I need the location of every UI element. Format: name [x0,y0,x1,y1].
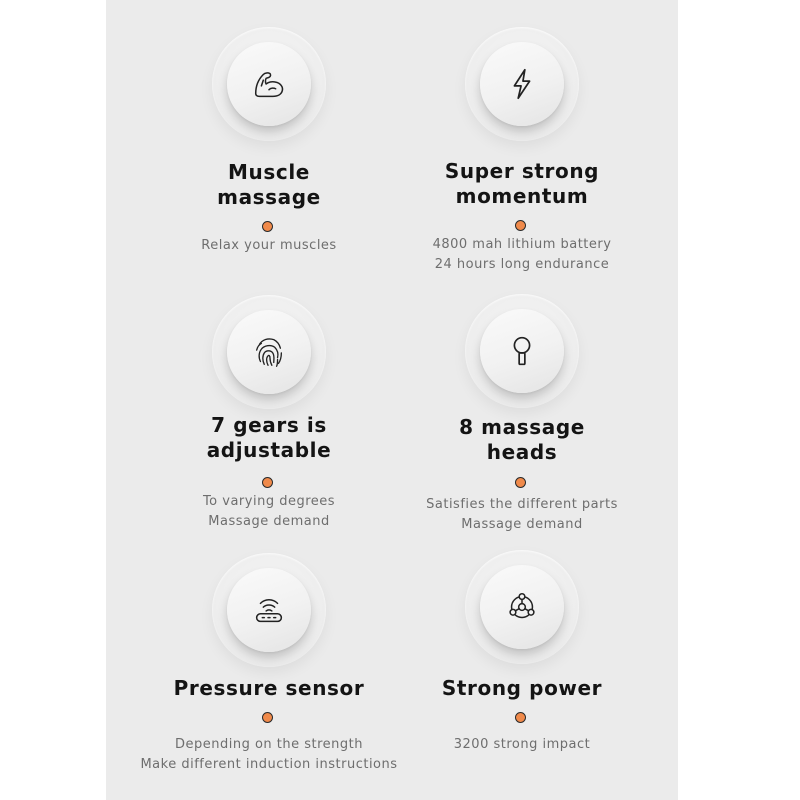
massage-head-icon [480,309,564,393]
muscle-icon [227,42,311,126]
accent-dot [262,712,273,723]
title-line: Super strong [444,159,600,183]
feature-description [372,735,672,755]
feature-title [392,159,652,209]
description-line: Depending on the strength [174,737,364,752]
title-line: 7 gears is [211,413,327,437]
description-line: Satisfies the different parts [426,497,618,512]
feature-title [139,160,399,210]
description-line: 4800 mah lithium battery [432,237,612,252]
network-power-icon [480,565,564,649]
feature-title [139,676,399,701]
title-line: momentum [455,184,589,208]
title-line: heads [486,440,558,464]
features-panel [106,0,678,800]
description-line: 24 hours long endurance [434,257,610,272]
description-line: 3200 strong impact [453,737,591,752]
icon-badge [212,553,326,667]
description-line: Massage demand [208,514,330,529]
accent-dot [262,221,273,232]
title-line: massage [217,185,321,209]
accent-dot [515,712,526,723]
icon-badge [465,27,579,141]
description-line: To varying degrees [202,494,336,509]
icon-badge [465,550,579,664]
title-line: Pressure sensor [173,676,365,700]
title-line: 8 massage [459,415,585,439]
accent-dot [515,220,526,231]
lightning-icon [480,42,564,126]
feature-description [372,495,672,535]
feature-description [372,235,672,275]
accent-dot [262,477,273,488]
feature-title [392,415,652,465]
icon-badge [212,295,326,409]
feature-title [139,413,399,463]
accent-dot [515,477,526,488]
icon-badge [465,294,579,408]
title-line: Muscle [228,160,310,184]
description-line: Relax your muscles [201,238,337,253]
feature-title [392,676,652,701]
description-line: Massage demand [461,517,583,532]
description-line: Make different induction instructions [140,757,398,772]
title-line: Strong power [441,676,603,700]
pressure-sensor-icon [227,568,311,652]
icon-badge [212,27,326,141]
title-line: adjustable [206,438,332,462]
fingerprint-icon [227,310,311,394]
